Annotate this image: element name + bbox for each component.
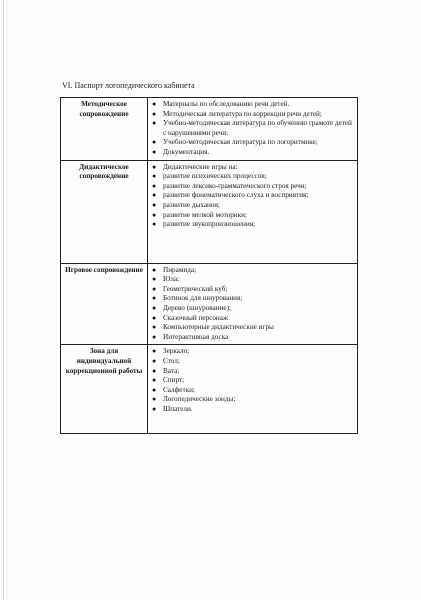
bullet-icon: ●	[152, 332, 157, 341]
bullet-icon: ●	[152, 100, 157, 108]
table-row-didactic	[61, 160, 358, 263]
bullet-icon: ●	[152, 172, 157, 181]
list-intro: ● Дидактические игры на:	[152, 162, 238, 171]
bullet-icon: ●	[152, 323, 157, 332]
item-list	[151, 266, 354, 343]
list-item: ● Сказочный персонаж	[152, 313, 228, 322]
bullet-icon: ●	[152, 119, 157, 128]
list-item: ● Документация.	[152, 147, 210, 156]
list-item: ● развитие лексико-грамматического строя речи;	[152, 181, 307, 190]
row-heading: Методическое сопровождение	[61, 98, 148, 161]
list-item: ● Ботинок для шнурования;	[152, 294, 243, 303]
list-item: ● Геометрический куб;	[152, 284, 228, 293]
list-item: ● Вата;	[152, 366, 180, 375]
row-heading: Зона для индивидуальной коррекционной работы	[61, 345, 148, 434]
cabinet-passport-table	[60, 97, 358, 434]
row-items-cell	[148, 98, 358, 161]
bullet-icon: ●	[152, 347, 157, 356]
bullet-icon: ●	[152, 275, 157, 284]
list-item: ● Учебно-методическая литература по обучению грамоте детей с нарушениями речи;	[152, 119, 352, 137]
list-item: ● Зеркало;	[152, 347, 190, 356]
bullet-icon: ●	[152, 210, 157, 219]
row-items-cell	[148, 263, 358, 345]
scan-edge-line	[3, 0, 4, 600]
bullet-icon: ●	[152, 200, 157, 209]
bullet-icon: ●	[152, 385, 157, 394]
list-item: ● Спирт;	[152, 376, 185, 385]
bullet-icon: ●	[152, 147, 157, 156]
bullet-icon: ●	[152, 366, 157, 375]
bullet-icon: ●	[152, 162, 157, 171]
table-row-methodical	[61, 98, 358, 161]
list-item: ● Логопедические зонды;	[152, 395, 236, 404]
bullet-icon: ●	[152, 404, 157, 413]
bullet-icon: ●	[152, 284, 157, 293]
row-heading: Игровое сопровождение	[61, 263, 148, 345]
row-items-cell	[148, 160, 358, 263]
item-list	[151, 347, 354, 414]
bullet-icon: ●	[152, 313, 157, 322]
list-item: ● Салфетки;	[152, 385, 195, 394]
list-item: ● Юла;	[152, 275, 180, 284]
item-list	[151, 100, 354, 158]
item-list	[151, 163, 354, 230]
table-row-game	[61, 263, 358, 345]
bullet-icon: ●	[152, 220, 157, 229]
table-row-individual-zone	[61, 345, 358, 434]
bullet-icon: ●	[152, 376, 157, 385]
list-item: ● развитие звукопроизношения;	[152, 220, 256, 229]
scan-edge-line-faint	[6, 0, 7, 600]
list-item: ● Материалы по обследованию речи детей.	[152, 100, 290, 108]
list-item: ● развитие фонематического слуха и восприятия;	[152, 191, 309, 200]
list-item: ● развитие дыхания;	[152, 200, 221, 209]
bullet-icon: ●	[152, 303, 157, 312]
bullet-icon: ●	[152, 356, 157, 365]
bullet-icon: ●	[152, 109, 157, 118]
list-item: ● Дерево (шнурование);	[152, 303, 232, 312]
bullet-icon: ●	[152, 191, 157, 200]
row-heading: Дидактическое сопровождение	[61, 160, 148, 263]
bullet-icon: ●	[152, 138, 157, 147]
list-item: ● Интерактивная доска	[152, 332, 229, 341]
list-item: ● Пирамида;	[152, 265, 197, 274]
bullet-icon: ●	[152, 181, 157, 190]
bullet-icon: ●	[152, 395, 157, 404]
list-item: ● Учебно-методическая литература по логоритмике;	[152, 138, 318, 147]
section-title: VI. Паспорт логопедического кабинета	[62, 81, 195, 90]
list-item: ● развитие мелкой моторики;	[152, 210, 247, 219]
list-item: ● Компьютерные дидактические игры	[152, 323, 274, 332]
bullet-icon: ●	[152, 265, 157, 274]
list-item: ● Стол;	[152, 356, 180, 365]
list-item: ● Методическая литература по коррекции речи детей;	[152, 109, 322, 118]
bullet-icon: ●	[152, 294, 157, 303]
list-item: ● Шпатели.	[152, 404, 193, 413]
list-item: ● развитие психических процессов;	[152, 172, 267, 181]
row-items-cell	[148, 345, 358, 434]
